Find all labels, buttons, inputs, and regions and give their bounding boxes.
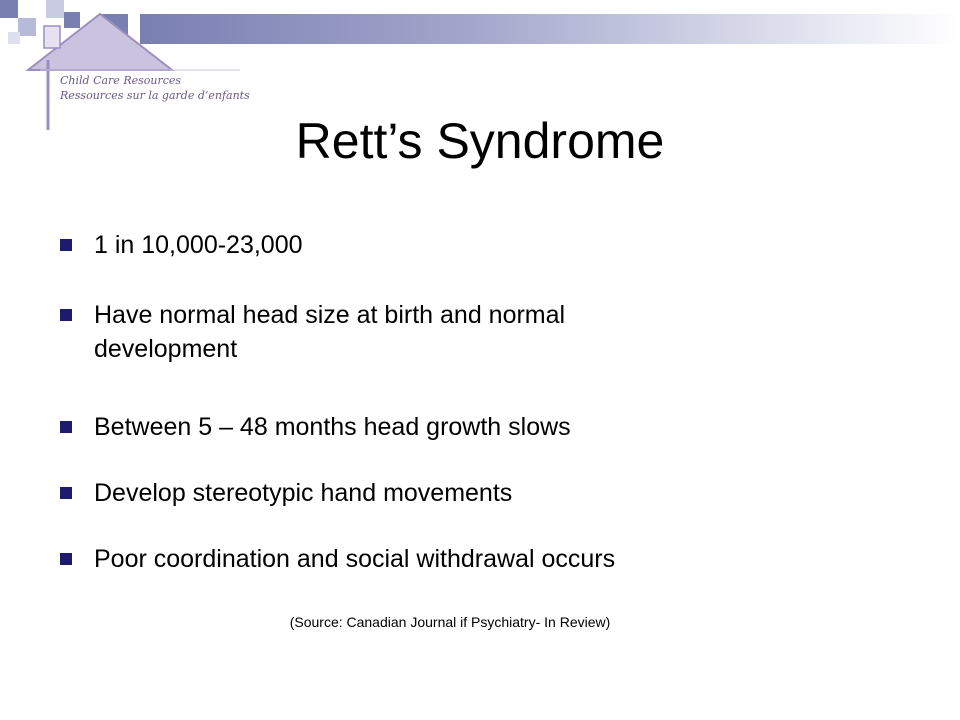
slide-title: Rett’s Syndrome bbox=[295, 113, 665, 169]
square-bullet-icon bbox=[60, 239, 72, 251]
logo-text-french: Ressources sur la garde d’enfants bbox=[60, 89, 250, 102]
square-bullet-icon bbox=[60, 487, 72, 499]
bullet-text: Develop stereotypic hand movements bbox=[94, 479, 513, 507]
bullet-text: Between 5 – 48 months head growth slows bbox=[94, 413, 571, 441]
decor-square bbox=[0, 0, 18, 18]
source-citation: (Source: Canadian Journal if Psychiatry- In Review) bbox=[289, 614, 611, 630]
square-bullet-icon bbox=[60, 553, 72, 565]
decor-square bbox=[8, 32, 20, 44]
bullet-text: Poor coordination and social withdrawal occurs bbox=[94, 545, 616, 573]
square-bullet-icon bbox=[60, 309, 72, 321]
bullet-text: 1 in 10,000-23,000 bbox=[94, 231, 303, 259]
bullet-text: Have normal head size at birth and normal development bbox=[94, 301, 566, 363]
logo-text-english: Child Care Resources bbox=[60, 74, 182, 87]
square-bullet-icon bbox=[60, 421, 72, 433]
